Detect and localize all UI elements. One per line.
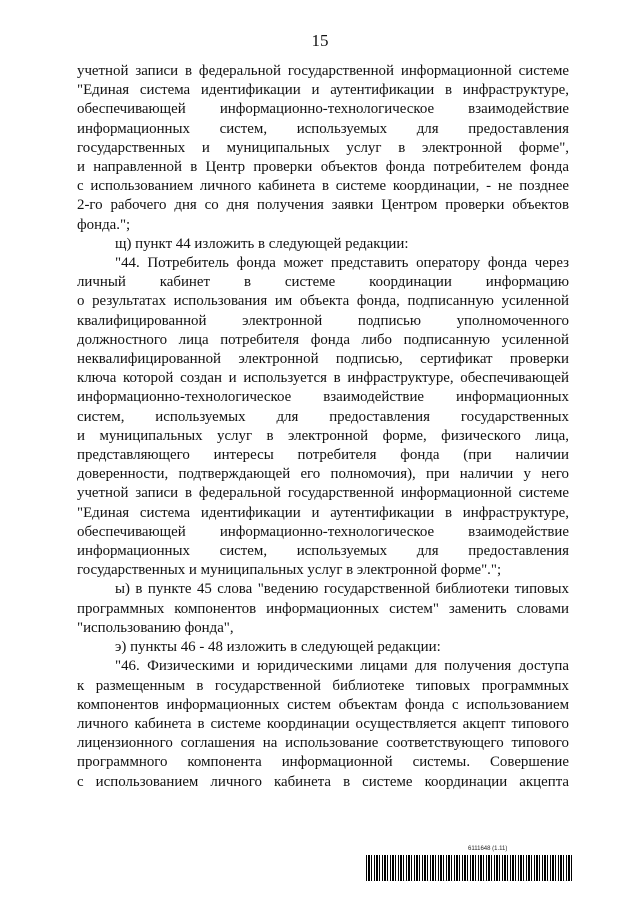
text-line: неквалифицированной электронной подписью, сертификат проверки (77, 351, 569, 368)
text-line: и направленной в Центр проверки объектов фонда потребителем фонда (77, 159, 569, 176)
text-line: информационно-технологическое взаимодействие информационных (77, 389, 569, 406)
text-line: 2-го рабочего дня со дня получения заявки Центром проверки объектов (77, 197, 569, 214)
text-line: лицензионного соглашения на использование соответствующего типового (77, 735, 569, 752)
text-line: ключа которой создан и используется в инфраструктуре, обеспечивающей (77, 370, 569, 387)
text-line: "44. Потребитель фонда может представить оператору фонда через (115, 255, 569, 272)
text-line: систем, используемых для предоставления государственных (77, 408, 569, 425)
text-line: к размещенным в государственной библиотеке типовых программных (77, 677, 569, 694)
text-line: щ) пункт 44 изложить в следующей редакции: (115, 235, 409, 252)
text-line: ы) в пункте 45 слова "ведению государственной библиотеки типовых (115, 581, 569, 598)
text-line: должностного лица потребителя фонда либо подписанную усиленной (77, 331, 569, 348)
text-line: обеспечивающей информационно-технологическое взаимодействие (77, 523, 569, 540)
text-line: личный кабинет в системе координации информацию (77, 274, 569, 291)
text-line: "Единая система идентификации и аутентификации в инфраструктуре, (77, 82, 569, 99)
text-line: информационных систем, используемых для предоставления (77, 543, 569, 560)
text-line: учетной записи в федеральной государственной информационной системе (77, 63, 569, 79)
text-line: "Единая система идентификации и аутентификации в инфраструктуре, (77, 504, 569, 521)
text-line: программного компонента информационной системы. Совершение (77, 754, 569, 771)
text-line: учетной записи в федеральной государственной информационной системе (77, 485, 569, 502)
text-line: "46. Физическими и юридическими лицами для получения доступа (115, 658, 569, 675)
barcode-image (366, 855, 572, 881)
text-line: квалифицированной электронной подписью уполномоченного (77, 312, 569, 329)
document-code: 6111648 (1.11) (468, 846, 508, 852)
text-line: и муниципальных услуг в электронной форме, физического лица, (77, 427, 569, 444)
text-line: фонда."; (77, 216, 131, 233)
text-line: "использованию фонда", (77, 619, 234, 636)
text-line: государственных и муниципальных услуг в электронной форме"."; (77, 562, 502, 579)
text-line: личного кабинета в системе координации осуществляется акцепт типового (77, 715, 569, 732)
text-line: представляющего интересы потребителя фонда (при наличии (77, 447, 569, 464)
text-line: о результатах использования им объекта фонда, подписанную усиленной (77, 293, 569, 310)
text-line: э) пункты 46 - 48 изложить в следующей редакции: (115, 639, 441, 656)
text-line: компонентов информационных систем объектам фонда с использованием (77, 696, 569, 713)
text-line: с использованием личного кабинета в системе координации акцепта (77, 773, 569, 790)
text-line: обеспечивающей информационно-технологическое взаимодействие (77, 101, 569, 118)
text-line: государственных и муниципальных услуг в электронной форме", (77, 139, 569, 156)
document-body-text (77, 62, 569, 792)
text-line: с использованием личного кабинета в системе координации, - не позднее (77, 178, 569, 195)
text-line: программных компонентов информационных систем" заменить словами (77, 600, 569, 617)
text-line: информационных систем, используемых для предоставления (77, 120, 569, 137)
page-number: 15 (311, 31, 329, 50)
text-line: доверенности, подтверждающей его полномочия), при наличии у него (77, 466, 569, 483)
